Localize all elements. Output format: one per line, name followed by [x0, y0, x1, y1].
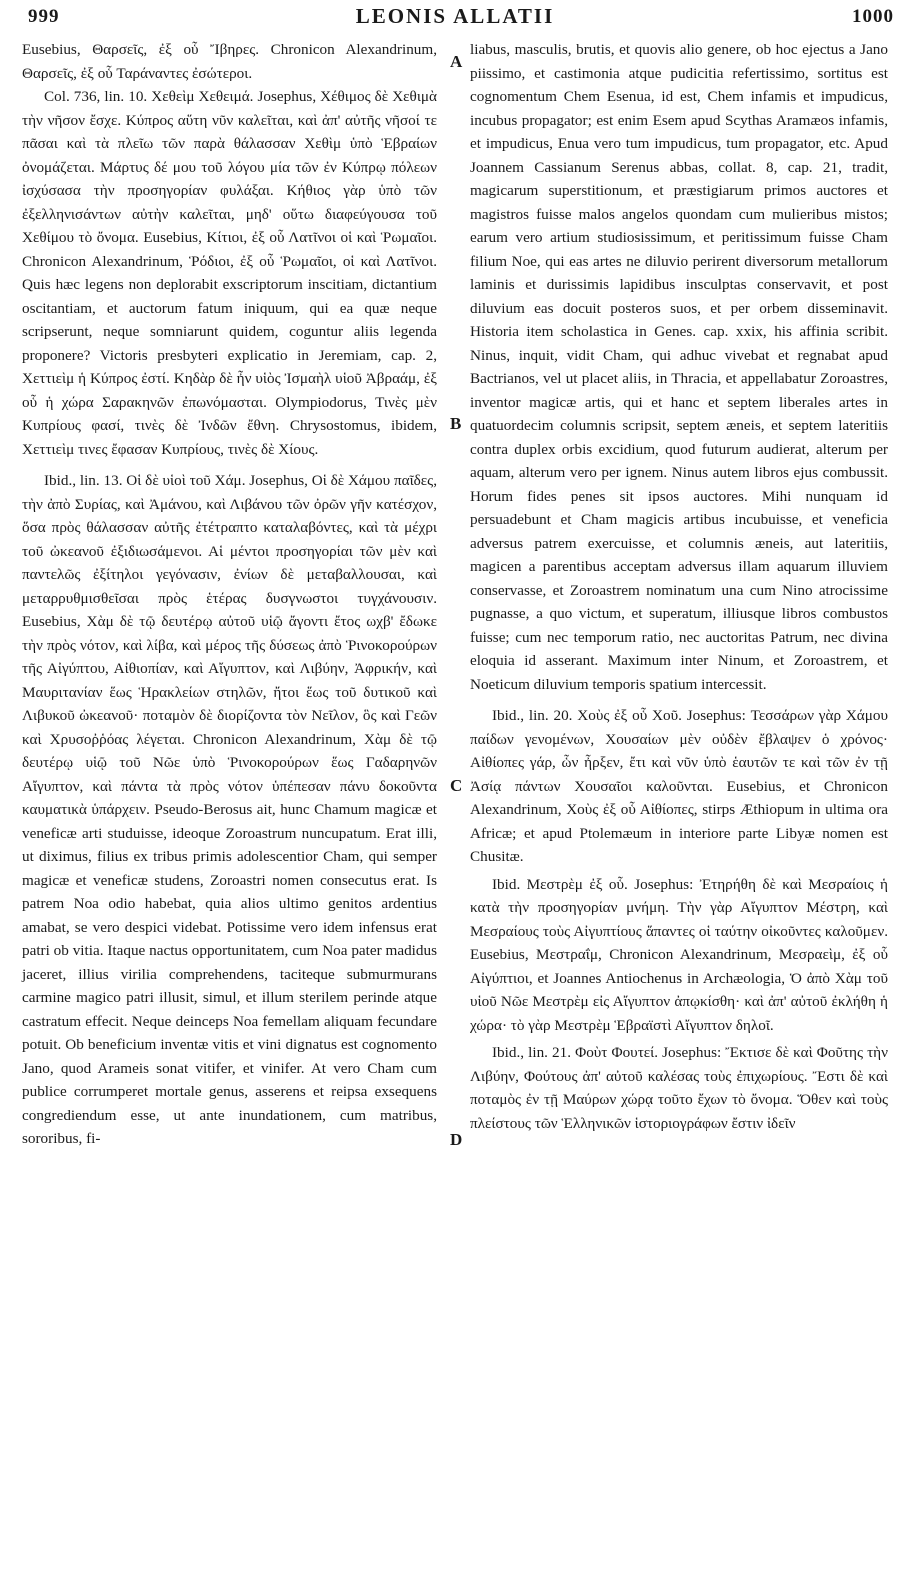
running-title: LEONIS ALLATII — [355, 4, 555, 28]
right-page-number: 1000 — [852, 6, 894, 27]
right-column — [470, 38, 888, 1135]
paragraph: Col. 736, lin. 10. Χεθεὶμ Χεθειμά. Josephus, Χέθιμος δὲ Χεθιμὰ τὴν νῆσον ἔσχε. Κύπρος αὕτη νῦν καλεῖται, καὶ ἀπ' αὐτῆς νῆσοί τε πᾶσαι καὶ τὰ πλεῖω τῶν παρὰ θάλασσαν Χεθὶμ ὑπὸ Ἑβραίων ὀνομάζεται. Μάρτυς δέ μου τοῦ λόγου μία τῶν ἐν Κύπρῳ πόλεων ἰσχύσασα τὴν προσηγορίαν φυλάξαι. Κήθιος γὰρ ὑπὸ τῶν ἐξελληνισάντων αὐτὴν καλεῖται, μηδ' οὕτω διαφεύγουσα τοῦ Χεθίμου τὸ ὄνομα. Eusebius, Κίτιοι, ἐξ οὗ Λατῖνοι οἱ καὶ Ῥωμαῖοι. Chronicon Alexandrinum, Ῥόδιοι, ἐξ οὗ Ῥωμαῖοι, οἱ καὶ Λατῖνοι. Quis hæc legens non deplorabit exscriptorum inscitiam, dictantium oscitantiam, et auctorum fatum iniquum, qui ea quæ neque scripserunt, neque somniarunt quidem, coguntur aliis legenda proponere? Victoris presbyteri explicatio in Jeremiam, cap. 2, Χεττιεὶμ ἡ Κύπρος ἐστί. Κηδὰρ δὲ ἦν υἱὸς Ἰσμαὴλ υἱοῦ Ἀβραάμ, ἐξ οὗ ἡ χώρα Σαρακηνῶν ἐπωνόμασται. Olympiodorus, Τινὲς μὲν Κυπρίους φασί, τινὲς δὲ Ἰνδῶν ἔθνη. Chrysostomus, ibidem, Χεττιεὶμ τινες ἔφασαν Κυπρίους, τινὲς δὲ Χίους. — [22, 88, 437, 458]
paragraph: Ibid., lin. 13. Οἱ δὲ υἱοὶ τοῦ Χάμ. Josephus, Οἱ δὲ Χάμου παῖδες, τὴν ἀπὸ Συρίας, καὶ Ἀμάνου, καὶ Λιβάνου τῶν ὀρῶν γῆν κατέσχον, ὅσα πρὸς θάλασσαν αὐτῆς ἐτέτραπτο καταλαβόντες, καὶ τὰ μέχρι τοῦ ὠκεανοῦ ἐξιδιωσάμενοι. Αἱ μέντοι προσηγορίαι τῶν μὲν καὶ παντελῶς ἐξίτηλοι γεγόνασιν, ἐνίων δὲ μεταβαλλουσαι, καὶ μεταρρυθμισθεῖσαι πρὸς ἑτέρας δυσγνωστοι τυγχάνουσιν. Eusebius, Χὰμ δὲ τῷ δευτέρῳ αὐτοῦ υἱῷ ἄγοντι ἔτος ωχβ' ἔδωκε τὴν πρὸς νότον, καὶ λίβα, καὶ μέρος τῆς δύσεως ἀπὸ Ῥινοκορούρων τῆς Αἰγύπτου, Αἰθιοπίαν, καὶ Αἴγυπτον, καὶ Λιβύην, Ἀφρικήν, καὶ Μαυριτανίαν ἕως Ἡρακλείων στηλῶν, ἤτοι ἕως τοῦ δυτικοῦ καὶ Λιβυκοῦ ὠκεανοῦ· ποταμὸν δὲ διορίζοντα τὸν Νεῖλον, ὃς καὶ Γεῶν καὶ Χρυσοῤῥόας λέγεται. Chronicon Alexandrinum, Χὰμ δὲ τῷ δευτέρῳ υἱῷ τοῦ Νῶε ὑπὸ Ῥινοκορούρων ἕως Γαδαρηνῶν Αἴγυπτον, καὶ πάντα τὰ πρὸς νότον ὑπέπεσαν πάνυ δοκοῦντα καυματικὰ ὑπάρχειν. Pseudo-Berosus ait, hunc Chamum magicæ et veneficæ arti studuisse, ideoque Zoroastrum nuncupatum. Erat illi, ut diximus, filius ex tribus primis adolescentior Cham, qui semper magicæ et veneficæ studens, Zoroastri nomen consecutus erat. Is patrem Noa odio habebat, quia alios ultimo genitos ardentius amabat, se vero despici videbat. Potissime vero idem infensus erat patri ob vitia. Itaque nactus opportunitatem, cum Noa pater madidus jaceret, illius virilia comprehendens, taciteque submurmurans carmine magico patri illusit, simul, et illum sterilem perinde atque castratum effecit. Neque deinceps Noa femellam aliquam fecundare potuit. Ob beneficium inventæ vitis et vini dignatus est cognomento Jano, quod Arameis sonat vitifer, et vinifer. At vero Cham cum publice corrumperet mortale genus, asserens et reipsa exsequens congrediendum esse, ut ante inundationem, cum matribus, sororibus, fi- — [22, 472, 437, 1147]
page-header — [0, 0, 910, 40]
section-marker-b: B — [450, 414, 462, 433]
section-marker-d: D — [450, 1130, 463, 1149]
left-column — [22, 38, 437, 1151]
paragraph: Ibid., lin. 20. Χοὺς ἐξ οὗ Χοῦ. Josephus: Τεσσάρων γὰρ Χάμου παίδων γενομένων, Χουσαίων μὲν οὐδὲν ἔβλαψεν ὁ χρόνος· Αἰθίοπες γάρ, ὧν ἦρξεν, ἔτι καὶ νῦν ὑπὸ ἑαυτῶν τε καὶ τῶν ἐν τῇ Ἀσίᾳ πάντων Χουσαῖοι καλοῦνται. Eusebius, et Chronicon Alexandrinum, Χοὺς ἐξ οὗ Αἰθίοπες, stirps Æthiopum in ultima ora Africæ; et apud Ptolemæum in interiore parte Libyæ nomen est Chusitæ. — [470, 707, 888, 865]
paragraph: Ibid., lin. 21. Φοὺτ Φουτεί. Josephus: Ἔκτισε δὲ καὶ Φοῦτης τὴν Λιβύην, Φούτους ἀπ' αὐτοῦ καλέσας τοὺς ἐπιχωρίους. Ἔστι δὲ καὶ ποταμὸς ἐν τῇ Μαύρων χώρᾳ τοῦτο ἔχων τὸ ὄνομα. Ὅθεν καὶ τοὺς πλείστους τῶν Ἑλληνικῶν ἱστοριογράφων ἔστιν ἰδεῖν — [470, 1044, 888, 1132]
left-page-number: 999 — [28, 6, 60, 27]
paragraph: Ibid. Μεστρὲμ ἐξ οὗ. Josephus: Ἐτηρήθη δὲ καὶ Μεσραίοις ἡ κατὰ τὴν προσηγορίαν μνήμη. Τὴν γὰρ Αἴγυπτον Μέστρη, καὶ Μεσραίους τοὺς Αἰγυπτίους ἅπαντες οἱ ταύτην οἰκοῦντες καλοῦμεν. Eusebius, Μεστραΐμ, Chronicon Alexandrinum, Μεσραεὶμ, ἐξ οὗ Αἰγύπτιοι, et Joannes Antiochenus in Archæologia, Ὁ ἀπὸ Χὰμ τοῦ υἱοῦ Νῶε Μεστρὲμ εἰς Αἴγυπτον ἀπῳκίσθη· καὶ ἀπ' αὐτοῦ ἐκλήθη ἡ χώρα· τὸ γὰρ Μεστρὲμ Ἑβραϊστὶ Αἴγυπτον δηλοῖ. — [470, 875, 888, 1034]
paragraph: Eusebius, Θαρσεῖς, ἐξ οὗ Ἴβηρες. Chronicon Alexandrinum, Θαρσεῖς, ἐξ οὗ Ταράναντες ἐσώτεροι. — [22, 41, 437, 82]
section-marker-a: A — [450, 52, 463, 71]
paragraph: liabus, masculis, brutis, et quovis alio genere, ob hoc ejectus a Jano piissimo, et castimonia atque pudicitia refertissimo, sortitus est cognomentum Chem Esenua, id est, Chem infamis et impudicus, incubus propagator; est enim Esem apud Scythas Aramæos infamis, et impudicus, Enua vero tum impudicus, tum propagator, etc. Apud Joannem Cassianum Serenus abbas, collat. 8, cap. 21, tradit, magicarum superstitionum, et præstigiarum primos auctores et magistros fuisse malos angelos quondam cum mulieribus mistos; earum vero artium studiosissimum, et peritissimum fuisse Cham filium Noe, qui eas artes ne diluvio perirent diversorum metallorum laminis et durissimis lapidibus insculptas conservavit, et post diluvium eas docuit posteros suos, et per orbem disseminavit. Historia item scholastica in Genes. cap. xxix, his affinia scribit. Ninus, inquit, vidit Cham, qui adhuc vivebat et regnabat apud Bactrianos, vel ut placet aliis, in Thracia, et appellabatur Zoroastres, inventor magicæ artis, qui et hanc et septem liberales artes in quatuordecim columnis scripsit, septem æneis, et septem lateritiis contra duplex orbis excidium, quod futurum audierat, alterum per aquam, alterum vero per ignem. Ninus autem libros ejus combussit. Horum fides penes sit ipsos auctores. Mihi nunquam id persuadebunt et Cham magicis artibus incubuisse, et veneficia adversus patrem exercuisse, et columnis æneis, aut lateritiis, magicen a parentibus acceptam adversus illam aquarum illuviem conservasse, et Zoroastrem nominatum una cum Nino atrocissime pugnasse, a quo victum, et superatum, illiusque libros combustos fuisse; cum nec temporum ratio, nec auctoritas Patrum, nec divina eloquia id asserant. Maximum inter Ninum, et Zoroastrem, et Noeticum diluvium temporis spatium intercessit. — [470, 41, 888, 693]
section-marker-c: C — [450, 776, 463, 795]
